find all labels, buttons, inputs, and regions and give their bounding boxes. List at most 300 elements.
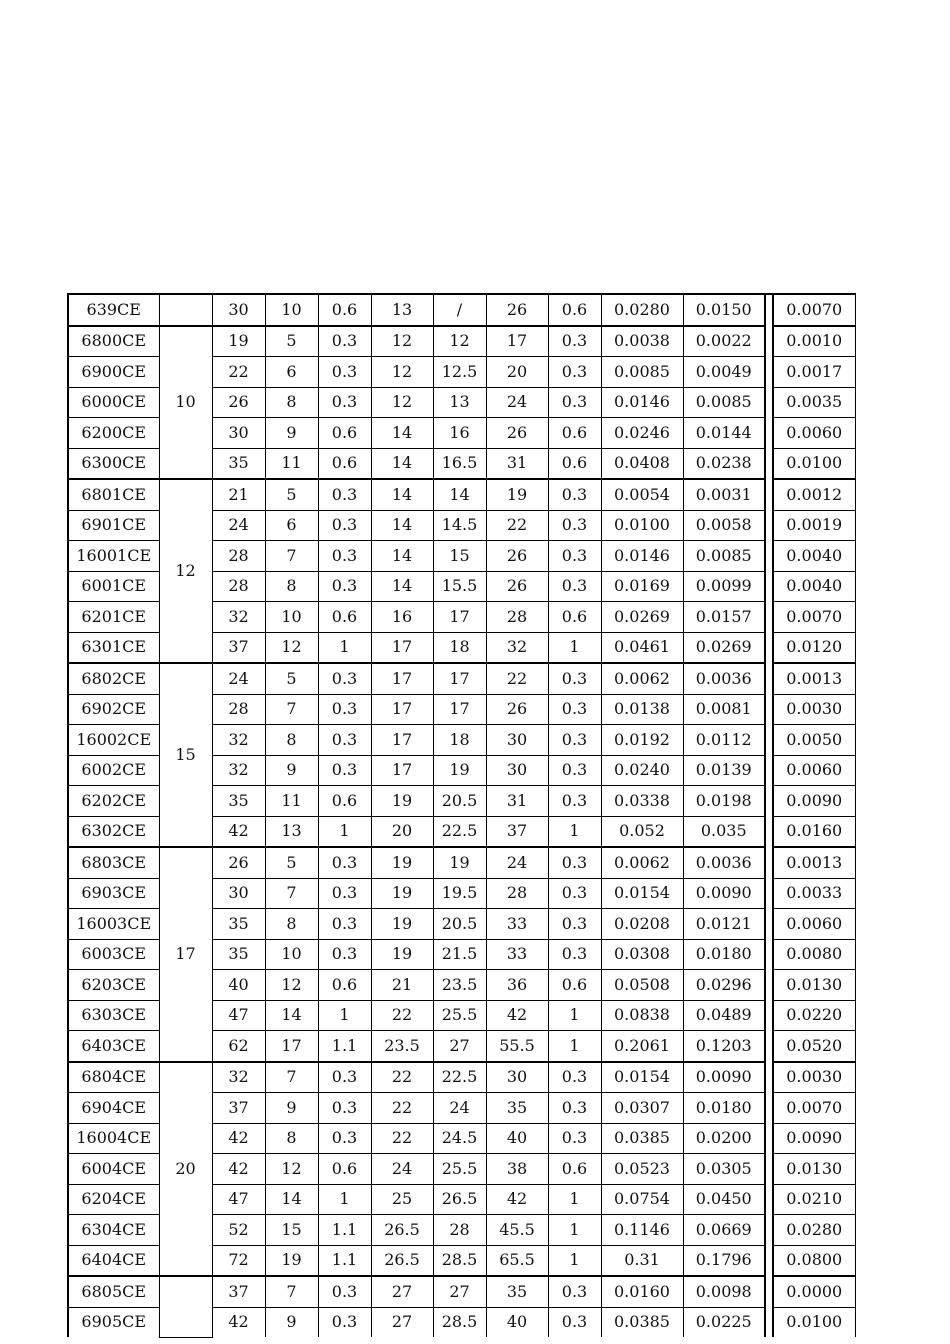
bearing-spec-table-wrapper: [67, 293, 856, 1338]
table-row: [68, 847, 855, 878]
cell-model: 6301CE: [68, 632, 159, 663]
cell-width: 9: [265, 1093, 318, 1124]
cell-width: 11: [265, 786, 318, 817]
cell-weight-a: 0.0269: [601, 602, 683, 633]
cell-weight-a: 0.1146: [601, 1215, 683, 1246]
table-row: [68, 1062, 855, 1093]
cell-ra-max: 0.3: [548, 878, 601, 909]
cell-da-max: 19: [433, 755, 486, 786]
cell-chamfer: 1: [318, 632, 371, 663]
cell-da-min: 27: [371, 1307, 433, 1337]
cell-ra-max: 1: [548, 1184, 601, 1215]
column-gap: [765, 816, 773, 847]
cell-outer-diameter: 42: [212, 1154, 265, 1185]
cell-weight-c: 0.0030: [773, 694, 855, 725]
cell-weight-a: 0.0054: [601, 479, 683, 510]
cell-da-min: 22: [371, 1062, 433, 1093]
cell-Da-max: 20: [486, 357, 548, 388]
cell-weight-b: 0.0157: [683, 602, 765, 633]
cell-ra-max: 1: [548, 1215, 601, 1246]
cell-weight-c: 0.0000: [773, 1276, 855, 1307]
cell-da-max: 23.5: [433, 970, 486, 1001]
cell-outer-diameter: 19: [212, 326, 265, 357]
cell-da-min: 22: [371, 1123, 433, 1154]
cell-chamfer: 0.6: [318, 448, 371, 479]
cell-weight-a: 0.0154: [601, 1062, 683, 1093]
cell-outer-diameter: 28: [212, 694, 265, 725]
cell-da-max: 27: [433, 1276, 486, 1307]
cell-weight-b: 0.0225: [683, 1307, 765, 1337]
cell-ra-max: 0.3: [548, 909, 601, 940]
cell-weight-c: 0.0210: [773, 1184, 855, 1215]
cell-outer-diameter: 28: [212, 571, 265, 602]
cell-model: 6202CE: [68, 786, 159, 817]
cell-chamfer: 0.3: [318, 909, 371, 940]
cell-chamfer: 0.3: [318, 694, 371, 725]
cell-da-max: 19: [433, 847, 486, 878]
cell-model: 6800CE: [68, 326, 159, 357]
cell-ra-max: 0.3: [548, 541, 601, 572]
cell-ra-max: 0.6: [548, 602, 601, 633]
column-gap: [765, 387, 773, 418]
cell-da-max: 17: [433, 694, 486, 725]
table-row: [68, 326, 855, 357]
cell-da-min: 14: [371, 448, 433, 479]
cell-weight-b: 0.0296: [683, 970, 765, 1001]
cell-Da-max: 30: [486, 1062, 548, 1093]
cell-da-min: 12: [371, 326, 433, 357]
cell-da-min: 25: [371, 1184, 433, 1215]
cell-da-max: 28: [433, 1215, 486, 1246]
cell-weight-b: 0.0489: [683, 1000, 765, 1031]
cell-weight-c: 0.0130: [773, 1154, 855, 1185]
cell-width: 15: [265, 1215, 318, 1246]
cell-outer-diameter: 30: [212, 418, 265, 449]
cell-outer-diameter: 24: [212, 663, 265, 694]
cell-chamfer: 0.6: [318, 294, 371, 326]
cell-da-max: 20.5: [433, 909, 486, 940]
cell-weight-b: 0.0090: [683, 1062, 765, 1093]
cell-Da-max: 38: [486, 1154, 548, 1185]
cell-Da-max: 45.5: [486, 1215, 548, 1246]
cell-weight-c: 0.0800: [773, 1245, 855, 1276]
cell-weight-a: 0.0146: [601, 387, 683, 418]
cell-weight-b: 0.0098: [683, 1276, 765, 1307]
cell-weight-a: 0.0146: [601, 541, 683, 572]
cell-weight-b: 0.0081: [683, 694, 765, 725]
cell-weight-b: 0.035: [683, 816, 765, 847]
cell-model: 6905CE: [68, 1307, 159, 1337]
cell-width: 9: [265, 1307, 318, 1337]
cell-model: 6000CE: [68, 387, 159, 418]
cell-weight-c: 0.0017: [773, 357, 855, 388]
cell-chamfer: 0.3: [318, 479, 371, 510]
column-gap: [765, 1123, 773, 1154]
cell-chamfer: 0.3: [318, 663, 371, 694]
cell-chamfer: 1.1: [318, 1031, 371, 1062]
cell-weight-b: 0.0139: [683, 755, 765, 786]
cell-width: 9: [265, 755, 318, 786]
cell-weight-b: 0.0180: [683, 939, 765, 970]
cell-weight-a: 0.0838: [601, 1000, 683, 1031]
cell-chamfer: 0.3: [318, 725, 371, 756]
cell-bore: 15: [159, 663, 212, 847]
cell-ra-max: 0.3: [548, 326, 601, 357]
cell-ra-max: 0.3: [548, 1123, 601, 1154]
cell-chamfer: 0.3: [318, 878, 371, 909]
cell-weight-a: 0.0062: [601, 847, 683, 878]
cell-chamfer: 0.6: [318, 418, 371, 449]
cell-width: 5: [265, 663, 318, 694]
cell-weight-b: 0.0085: [683, 387, 765, 418]
column-gap: [765, 1215, 773, 1246]
column-gap: [765, 448, 773, 479]
cell-weight-c: 0.0013: [773, 847, 855, 878]
cell-weight-c: 0.0010: [773, 326, 855, 357]
cell-ra-max: 0.3: [548, 663, 601, 694]
cell-model: 6201CE: [68, 602, 159, 633]
cell-outer-diameter: 32: [212, 755, 265, 786]
cell-Da-max: 31: [486, 448, 548, 479]
column-gap: [765, 939, 773, 970]
cell-ra-max: 0.3: [548, 725, 601, 756]
table-body: [68, 294, 855, 1337]
cell-model: 6404CE: [68, 1245, 159, 1276]
cell-model: 16001CE: [68, 541, 159, 572]
column-gap: [765, 541, 773, 572]
cell-Da-max: 19: [486, 479, 548, 510]
cell-da-min: 17: [371, 725, 433, 756]
cell-weight-a: 0.0208: [601, 909, 683, 940]
cell-da-max: 25.5: [433, 1154, 486, 1185]
cell-ra-max: 0.6: [548, 1154, 601, 1185]
column-gap: [765, 1000, 773, 1031]
cell-width: 8: [265, 571, 318, 602]
cell-weight-b: 0.1203: [683, 1031, 765, 1062]
cell-weight-c: 0.0060: [773, 418, 855, 449]
cell-da-min: 19: [371, 878, 433, 909]
cell-da-min: 19: [371, 847, 433, 878]
column-gap: [765, 786, 773, 817]
cell-Da-max: 24: [486, 847, 548, 878]
column-gap: [765, 632, 773, 663]
cell-ra-max: 1: [548, 816, 601, 847]
cell-da-min: 19: [371, 786, 433, 817]
cell-da-min: 22: [371, 1093, 433, 1124]
cell-bore: 12: [159, 479, 212, 663]
cell-chamfer: 0.3: [318, 571, 371, 602]
column-gap: [765, 847, 773, 878]
cell-weight-b: 0.0099: [683, 571, 765, 602]
cell-weight-b: 0.0036: [683, 663, 765, 694]
column-gap: [765, 1307, 773, 1337]
cell-weight-a: 0.0408: [601, 448, 683, 479]
cell-da-min: 20: [371, 816, 433, 847]
cell-da-max: 14: [433, 479, 486, 510]
cell-width: 11: [265, 448, 318, 479]
cell-weight-c: 0.0090: [773, 1123, 855, 1154]
cell-weight-b: 0.0200: [683, 1123, 765, 1154]
cell-outer-diameter: 62: [212, 1031, 265, 1062]
cell-ra-max: 0.6: [548, 970, 601, 1001]
cell-da-max: 27: [433, 1031, 486, 1062]
cell-model: 6203CE: [68, 970, 159, 1001]
cell-outer-diameter: 26: [212, 847, 265, 878]
cell-model: 6801CE: [68, 479, 159, 510]
table-row: [68, 663, 855, 694]
cell-Da-max: 28: [486, 602, 548, 633]
cell-width: 7: [265, 541, 318, 572]
cell-ra-max: 0.3: [548, 847, 601, 878]
cell-weight-b: 0.0022: [683, 326, 765, 357]
cell-ra-max: 1: [548, 632, 601, 663]
cell-model: 6900CE: [68, 357, 159, 388]
cell-weight-a: 0.0308: [601, 939, 683, 970]
cell-chamfer: 0.3: [318, 387, 371, 418]
cell-chamfer: 0.6: [318, 970, 371, 1001]
cell-Da-max: 22: [486, 663, 548, 694]
cell-Da-max: 40: [486, 1123, 548, 1154]
cell-ra-max: 0.3: [548, 694, 601, 725]
cell-Da-max: 33: [486, 939, 548, 970]
column-gap: [765, 1154, 773, 1185]
cell-weight-c: 0.0220: [773, 1000, 855, 1031]
cell-bore: 10: [159, 326, 212, 480]
cell-outer-diameter: 37: [212, 1093, 265, 1124]
cell-outer-diameter: 22: [212, 357, 265, 388]
cell-outer-diameter: 32: [212, 1062, 265, 1093]
cell-width: 12: [265, 1154, 318, 1185]
cell-da-min: 17: [371, 694, 433, 725]
cell-Da-max: 24: [486, 387, 548, 418]
cell-chamfer: 0.3: [318, 510, 371, 541]
cell-weight-b: 0.0180: [683, 1093, 765, 1124]
cell-weight-c: 0.0060: [773, 755, 855, 786]
column-gap: [765, 571, 773, 602]
cell-weight-c: 0.0070: [773, 602, 855, 633]
cell-da-max: 15.5: [433, 571, 486, 602]
cell-width: 13: [265, 816, 318, 847]
cell-Da-max: 26: [486, 418, 548, 449]
cell-Da-max: 35: [486, 1276, 548, 1307]
cell-da-max: 21.5: [433, 939, 486, 970]
cell-da-max: 26.5: [433, 1184, 486, 1215]
cell-weight-a: 0.0169: [601, 571, 683, 602]
cell-width: 5: [265, 326, 318, 357]
cell-outer-diameter: 47: [212, 1000, 265, 1031]
column-gap: [765, 663, 773, 694]
cell-ra-max: 0.3: [548, 479, 601, 510]
cell-model: 6805CE: [68, 1276, 159, 1307]
cell-width: 12: [265, 632, 318, 663]
cell-chamfer: 1: [318, 1000, 371, 1031]
cell-Da-max: 32: [486, 632, 548, 663]
cell-da-max: 17: [433, 663, 486, 694]
cell-weight-c: 0.0080: [773, 939, 855, 970]
cell-outer-diameter: 37: [212, 632, 265, 663]
cell-outer-diameter: 30: [212, 878, 265, 909]
column-gap: [765, 970, 773, 1001]
cell-weight-a: 0.052: [601, 816, 683, 847]
cell-chamfer: 0.3: [318, 1276, 371, 1307]
column-gap: [765, 1276, 773, 1307]
cell-da-min: 19: [371, 939, 433, 970]
cell-weight-b: 0.0150: [683, 294, 765, 326]
cell-weight-b: 0.0305: [683, 1154, 765, 1185]
cell-width: 19: [265, 1245, 318, 1276]
column-gap: [765, 878, 773, 909]
cell-outer-diameter: 35: [212, 939, 265, 970]
cell-outer-diameter: 47: [212, 1184, 265, 1215]
cell-Da-max: 26: [486, 294, 548, 326]
cell-weight-c: 0.0040: [773, 541, 855, 572]
cell-weight-a: 0.0461: [601, 632, 683, 663]
cell-weight-a: 0.0038: [601, 326, 683, 357]
cell-outer-diameter: 35: [212, 786, 265, 817]
cell-da-min: 26.5: [371, 1215, 433, 1246]
cell-chamfer: 1: [318, 816, 371, 847]
cell-model: 6804CE: [68, 1062, 159, 1093]
cell-outer-diameter: 35: [212, 909, 265, 940]
cell-weight-b: 0.0238: [683, 448, 765, 479]
cell-width: 8: [265, 1123, 318, 1154]
cell-model: 6403CE: [68, 1031, 159, 1062]
cell-Da-max: 17: [486, 326, 548, 357]
cell-Da-max: 33: [486, 909, 548, 940]
cell-model: 16004CE: [68, 1123, 159, 1154]
bearing-spec-table: [67, 293, 856, 1338]
cell-ra-max: 0.3: [548, 387, 601, 418]
cell-weight-a: 0.0523: [601, 1154, 683, 1185]
cell-weight-c: 0.0013: [773, 663, 855, 694]
cell-chamfer: 1: [318, 1184, 371, 1215]
cell-weight-a: 0.0154: [601, 878, 683, 909]
cell-da-max: 13: [433, 387, 486, 418]
cell-width: 12: [265, 970, 318, 1001]
cell-weight-b: 0.0121: [683, 909, 765, 940]
cell-bore: [159, 294, 212, 326]
cell-chamfer: 0.6: [318, 1154, 371, 1185]
cell-ra-max: 0.6: [548, 294, 601, 326]
cell-model: 6902CE: [68, 694, 159, 725]
cell-outer-diameter: 30: [212, 294, 265, 326]
cell-chamfer: 0.3: [318, 1123, 371, 1154]
cell-outer-diameter: 37: [212, 1276, 265, 1307]
cell-weight-a: 0.0240: [601, 755, 683, 786]
cell-width: 5: [265, 847, 318, 878]
cell-ra-max: 0.3: [548, 755, 601, 786]
cell-weight-c: 0.0520: [773, 1031, 855, 1062]
cell-outer-diameter: 26: [212, 387, 265, 418]
cell-da-max: 28.5: [433, 1245, 486, 1276]
cell-da-max: 14.5: [433, 510, 486, 541]
cell-da-min: 22: [371, 1000, 433, 1031]
cell-Da-max: 65.5: [486, 1245, 548, 1276]
column-gap: [765, 909, 773, 940]
cell-outer-diameter: 32: [212, 602, 265, 633]
column-gap: [765, 357, 773, 388]
cell-da-min: 16: [371, 602, 433, 633]
cell-width: 8: [265, 725, 318, 756]
cell-Da-max: 28: [486, 878, 548, 909]
cell-weight-a: 0.0385: [601, 1123, 683, 1154]
cell-outer-diameter: 21: [212, 479, 265, 510]
cell-ra-max: 0.3: [548, 357, 601, 388]
cell-da-max: /: [433, 294, 486, 326]
cell-weight-b: 0.0269: [683, 632, 765, 663]
column-gap: [765, 1093, 773, 1124]
cell-ra-max: 0.3: [548, 1307, 601, 1337]
cell-da-min: 13: [371, 294, 433, 326]
cell-weight-c: 0.0280: [773, 1215, 855, 1246]
cell-weight-b: 0.0090: [683, 878, 765, 909]
cell-weight-a: 0.0062: [601, 663, 683, 694]
cell-weight-b: 0.0450: [683, 1184, 765, 1215]
cell-ra-max: 0.3: [548, 1093, 601, 1124]
cell-da-min: 21: [371, 970, 433, 1001]
column-gap: [765, 1184, 773, 1215]
table-row: [68, 479, 855, 510]
cell-weight-c: 0.0100: [773, 1307, 855, 1337]
cell-width: 7: [265, 1276, 318, 1307]
cell-weight-b: 0.1796: [683, 1245, 765, 1276]
cell-da-min: 14: [371, 479, 433, 510]
cell-weight-c: 0.0060: [773, 909, 855, 940]
cell-model: 16002CE: [68, 725, 159, 756]
cell-Da-max: 31: [486, 786, 548, 817]
cell-weight-a: 0.0754: [601, 1184, 683, 1215]
cell-model: 6200CE: [68, 418, 159, 449]
cell-outer-diameter: 52: [212, 1215, 265, 1246]
cell-chamfer: 0.6: [318, 602, 371, 633]
cell-weight-b: 0.0112: [683, 725, 765, 756]
cell-width: 7: [265, 878, 318, 909]
cell-da-min: 26.5: [371, 1245, 433, 1276]
cell-weight-c: 0.0100: [773, 448, 855, 479]
cell-width: 10: [265, 294, 318, 326]
cell-chamfer: 1.1: [318, 1215, 371, 1246]
cell-weight-a: 0.0138: [601, 694, 683, 725]
cell-chamfer: 0.3: [318, 939, 371, 970]
cell-Da-max: 42: [486, 1000, 548, 1031]
cell-da-max: 22.5: [433, 1062, 486, 1093]
cell-chamfer: 0.3: [318, 755, 371, 786]
cell-weight-c: 0.0035: [773, 387, 855, 418]
cell-da-min: 12: [371, 387, 433, 418]
cell-model: 6903CE: [68, 878, 159, 909]
cell-outer-diameter: 42: [212, 1123, 265, 1154]
cell-da-max: 12.5: [433, 357, 486, 388]
cell-chamfer: 1.1: [318, 1245, 371, 1276]
column-gap: [765, 1245, 773, 1276]
cell-Da-max: 42: [486, 1184, 548, 1215]
cell-model: 6300CE: [68, 448, 159, 479]
cell-ra-max: 0.3: [548, 510, 601, 541]
column-gap: [765, 725, 773, 756]
cell-weight-b: 0.0144: [683, 418, 765, 449]
cell-outer-diameter: 32: [212, 725, 265, 756]
cell-ra-max: 0.3: [548, 1062, 601, 1093]
cell-weight-c: 0.0070: [773, 294, 855, 326]
cell-weight-c: 0.0012: [773, 479, 855, 510]
cell-ra-max: 1: [548, 1000, 601, 1031]
column-gap: [765, 479, 773, 510]
cell-da-max: 16.5: [433, 448, 486, 479]
cell-da-max: 22.5: [433, 816, 486, 847]
cell-model: 16003CE: [68, 909, 159, 940]
cell-weight-b: 0.0085: [683, 541, 765, 572]
cell-da-max: 12: [433, 326, 486, 357]
